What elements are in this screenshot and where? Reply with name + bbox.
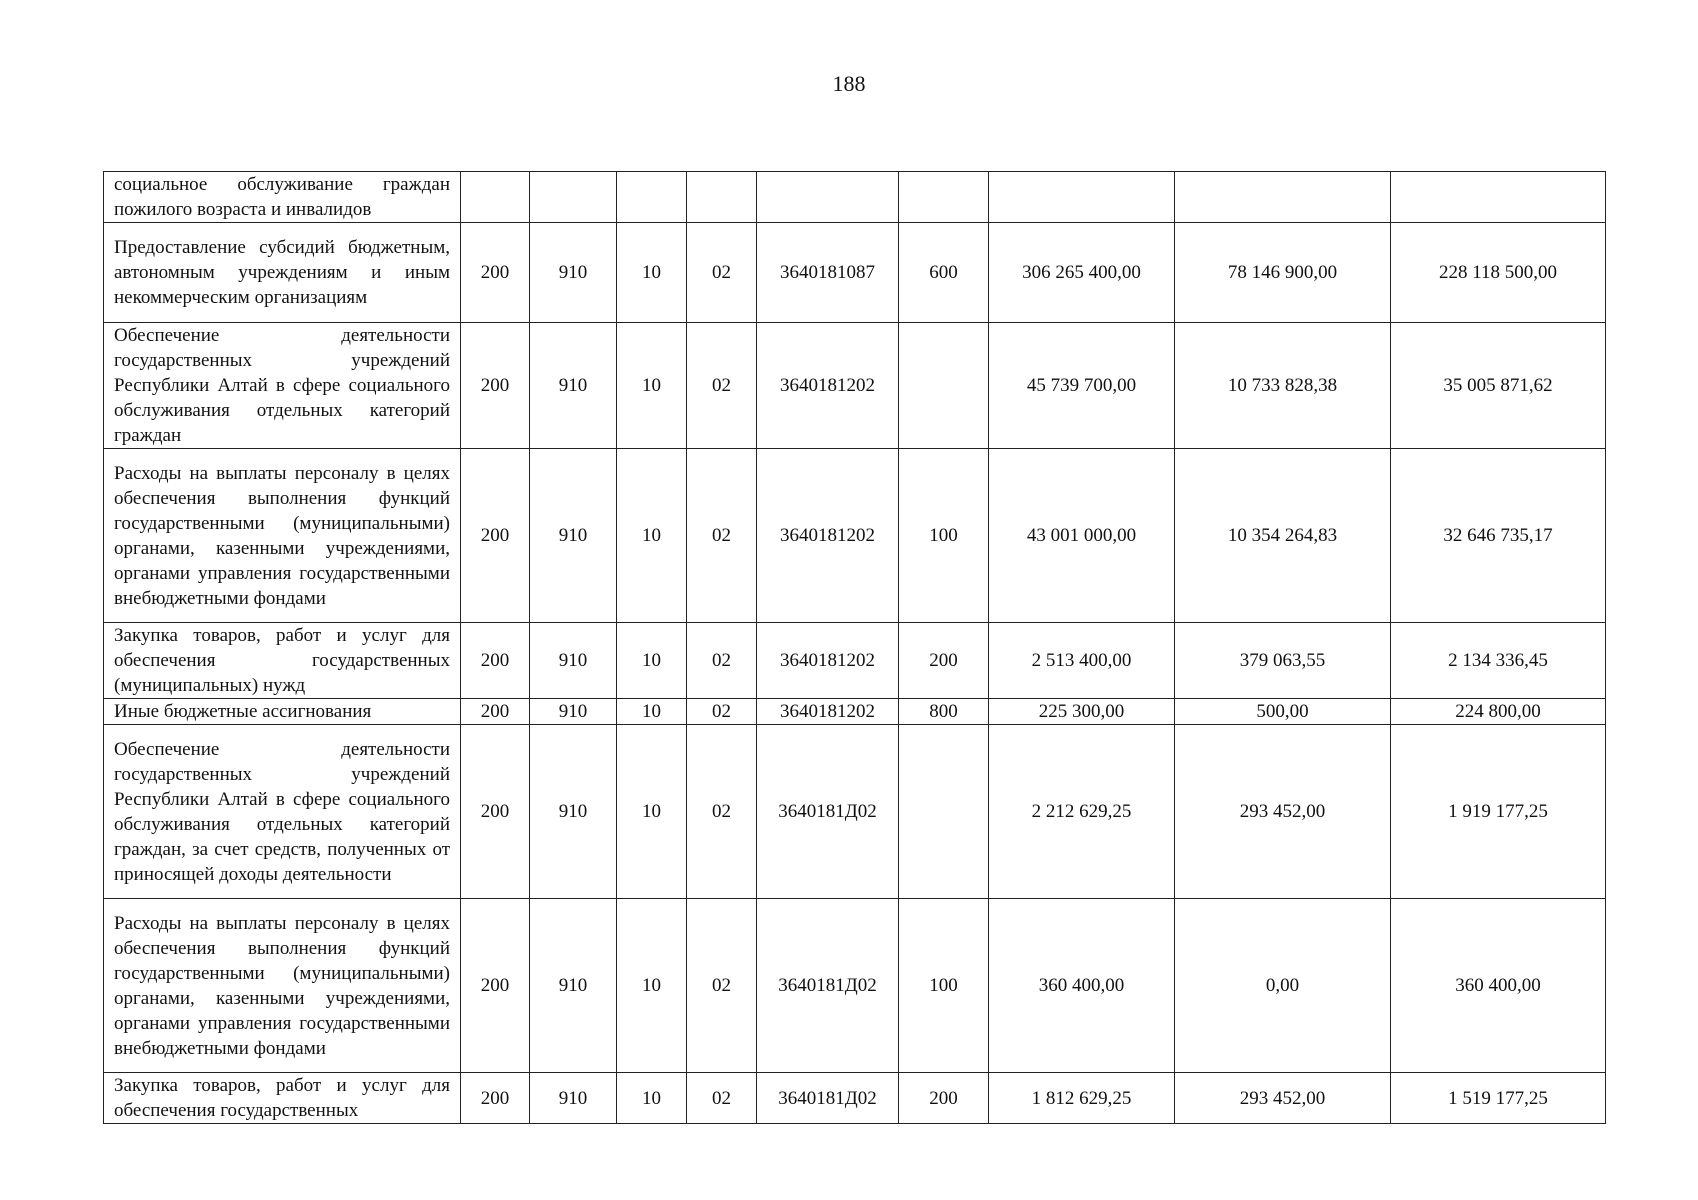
section-cell: 200 [461,725,530,899]
section-cell: 200 [461,623,530,699]
spent-amount-cell: 78 146 900,00 [1175,223,1391,323]
total-amount-cell: 2 212 629,25 [989,725,1175,899]
target-article-cell: 3640181Д02 [757,725,899,899]
row-description: Закупка товаров, работ и услуг для обеспечения государственных [104,1073,461,1124]
target-article-cell: 3640181Д02 [757,899,899,1073]
total-amount-cell [989,172,1175,223]
remainder-cell: 1 919 177,25 [1391,725,1606,899]
remainder-cell: 1 519 177,25 [1391,1073,1606,1124]
row-description: Расходы на выплаты персоналу в целях обеспечения выполнения функций государственными (муниципальными) органами, казенными учреждениями, органами управления государственными внебюджетными фондами [104,899,461,1073]
target-article-cell: 3640181202 [757,449,899,623]
division-cell: 10 [617,449,687,623]
department-cell [530,172,617,223]
total-amount-cell: 360 400,00 [989,899,1175,1073]
total-amount-cell: 1 812 629,25 [989,1073,1175,1124]
division-cell: 10 [617,899,687,1073]
division-cell: 10 [617,1073,687,1124]
department-cell: 910 [530,223,617,323]
row-description: Предоставление субсидий бюджетным, автономным учреждениям и иным некоммерческим организациям [104,223,461,323]
section-cell [461,172,530,223]
remainder-cell: 2 134 336,45 [1391,623,1606,699]
expense-type-cell: 200 [899,1073,989,1124]
subdivision-cell: 02 [687,725,757,899]
table-body [104,172,1606,1124]
division-cell: 10 [617,223,687,323]
expense-type-cell [899,725,989,899]
remainder-cell: 224 800,00 [1391,699,1606,725]
expense-type-cell: 200 [899,623,989,699]
section-cell: 200 [461,699,530,725]
spent-amount-cell [1175,172,1391,223]
division-cell: 10 [617,725,687,899]
expense-type-cell: 100 [899,899,989,1073]
expense-type-cell: 600 [899,223,989,323]
section-cell: 200 [461,223,530,323]
subdivision-cell: 02 [687,899,757,1073]
row-description: Расходы на выплаты персоналу в целях обеспечения выполнения функций государственными (муниципальными) органами, казенными учреждениями, органами управления государственными внебюджетными фондами [104,449,461,623]
expense-type-cell [899,172,989,223]
subdivision-cell: 02 [687,449,757,623]
page-number: 188 [832,71,866,96]
division-cell: 10 [617,699,687,725]
table-row [104,725,1606,899]
spent-amount-cell: 0,00 [1175,899,1391,1073]
row-description: Обеспечение деятельности государственных учреждений Республики Алтай в сфере социального обслуживания отдельных категорий граждан [104,323,461,449]
spent-amount-cell: 293 452,00 [1175,725,1391,899]
total-amount-cell: 43 001 000,00 [989,449,1175,623]
subdivision-cell: 02 [687,699,757,725]
spent-amount-cell: 10 733 828,38 [1175,323,1391,449]
table-row [104,899,1606,1073]
section-cell: 200 [461,899,530,1073]
remainder-cell: 35 005 871,62 [1391,323,1606,449]
expense-type-cell: 100 [899,449,989,623]
total-amount-cell: 225 300,00 [989,699,1175,725]
department-cell: 910 [530,623,617,699]
table-row [104,623,1606,699]
table-row [104,323,1606,449]
department-cell: 910 [530,899,617,1073]
spent-amount-cell: 500,00 [1175,699,1391,725]
target-article-cell: 3640181202 [757,323,899,449]
subdivision-cell: 02 [687,323,757,449]
row-description: социальное обслуживание граждан пожилого возраста и инвалидов [104,172,461,223]
department-cell: 910 [530,725,617,899]
total-amount-cell: 306 265 400,00 [989,223,1175,323]
remainder-cell: 228 118 500,00 [1391,223,1606,323]
table-row [104,699,1606,725]
subdivision-cell: 02 [687,1073,757,1124]
table-row [104,449,1606,623]
target-article-cell [757,172,899,223]
remainder-cell: 32 646 735,17 [1391,449,1606,623]
department-cell: 910 [530,699,617,725]
row-description: Иные бюджетные ассигнования [104,699,461,725]
table-row [104,1073,1606,1124]
remainder-cell: 360 400,00 [1391,899,1606,1073]
target-article-cell: 3640181202 [757,623,899,699]
spent-amount-cell: 10 354 264,83 [1175,449,1391,623]
spent-amount-cell: 293 452,00 [1175,1073,1391,1124]
table-row [104,223,1606,323]
section-cell: 200 [461,449,530,623]
subdivision-cell [687,172,757,223]
row-description: Закупка товаров, работ и услуг для обеспечения государственных (муниципальных) нужд [104,623,461,699]
subdivision-cell: 02 [687,623,757,699]
target-article-cell: 3640181087 [757,223,899,323]
total-amount-cell: 45 739 700,00 [989,323,1175,449]
department-cell: 910 [530,323,617,449]
expense-type-cell [899,323,989,449]
department-cell: 910 [530,1073,617,1124]
division-cell: 10 [617,323,687,449]
remainder-cell [1391,172,1606,223]
subdivision-cell: 02 [687,223,757,323]
target-article-cell: 3640181202 [757,699,899,725]
budget-table [103,171,1606,1124]
total-amount-cell: 2 513 400,00 [989,623,1175,699]
department-cell: 910 [530,449,617,623]
table-row [104,172,1606,223]
spent-amount-cell: 379 063,55 [1175,623,1391,699]
row-description: Обеспечение деятельности государственных учреждений Республики Алтай в сфере социального обслуживания отдельных категорий граждан, за счет средств, полученных от приносящей доходы деятельности [104,725,461,899]
section-cell: 200 [461,323,530,449]
target-article-cell: 3640181Д02 [757,1073,899,1124]
section-cell: 200 [461,1073,530,1124]
division-cell [617,172,687,223]
division-cell: 10 [617,623,687,699]
expense-type-cell: 800 [899,699,989,725]
